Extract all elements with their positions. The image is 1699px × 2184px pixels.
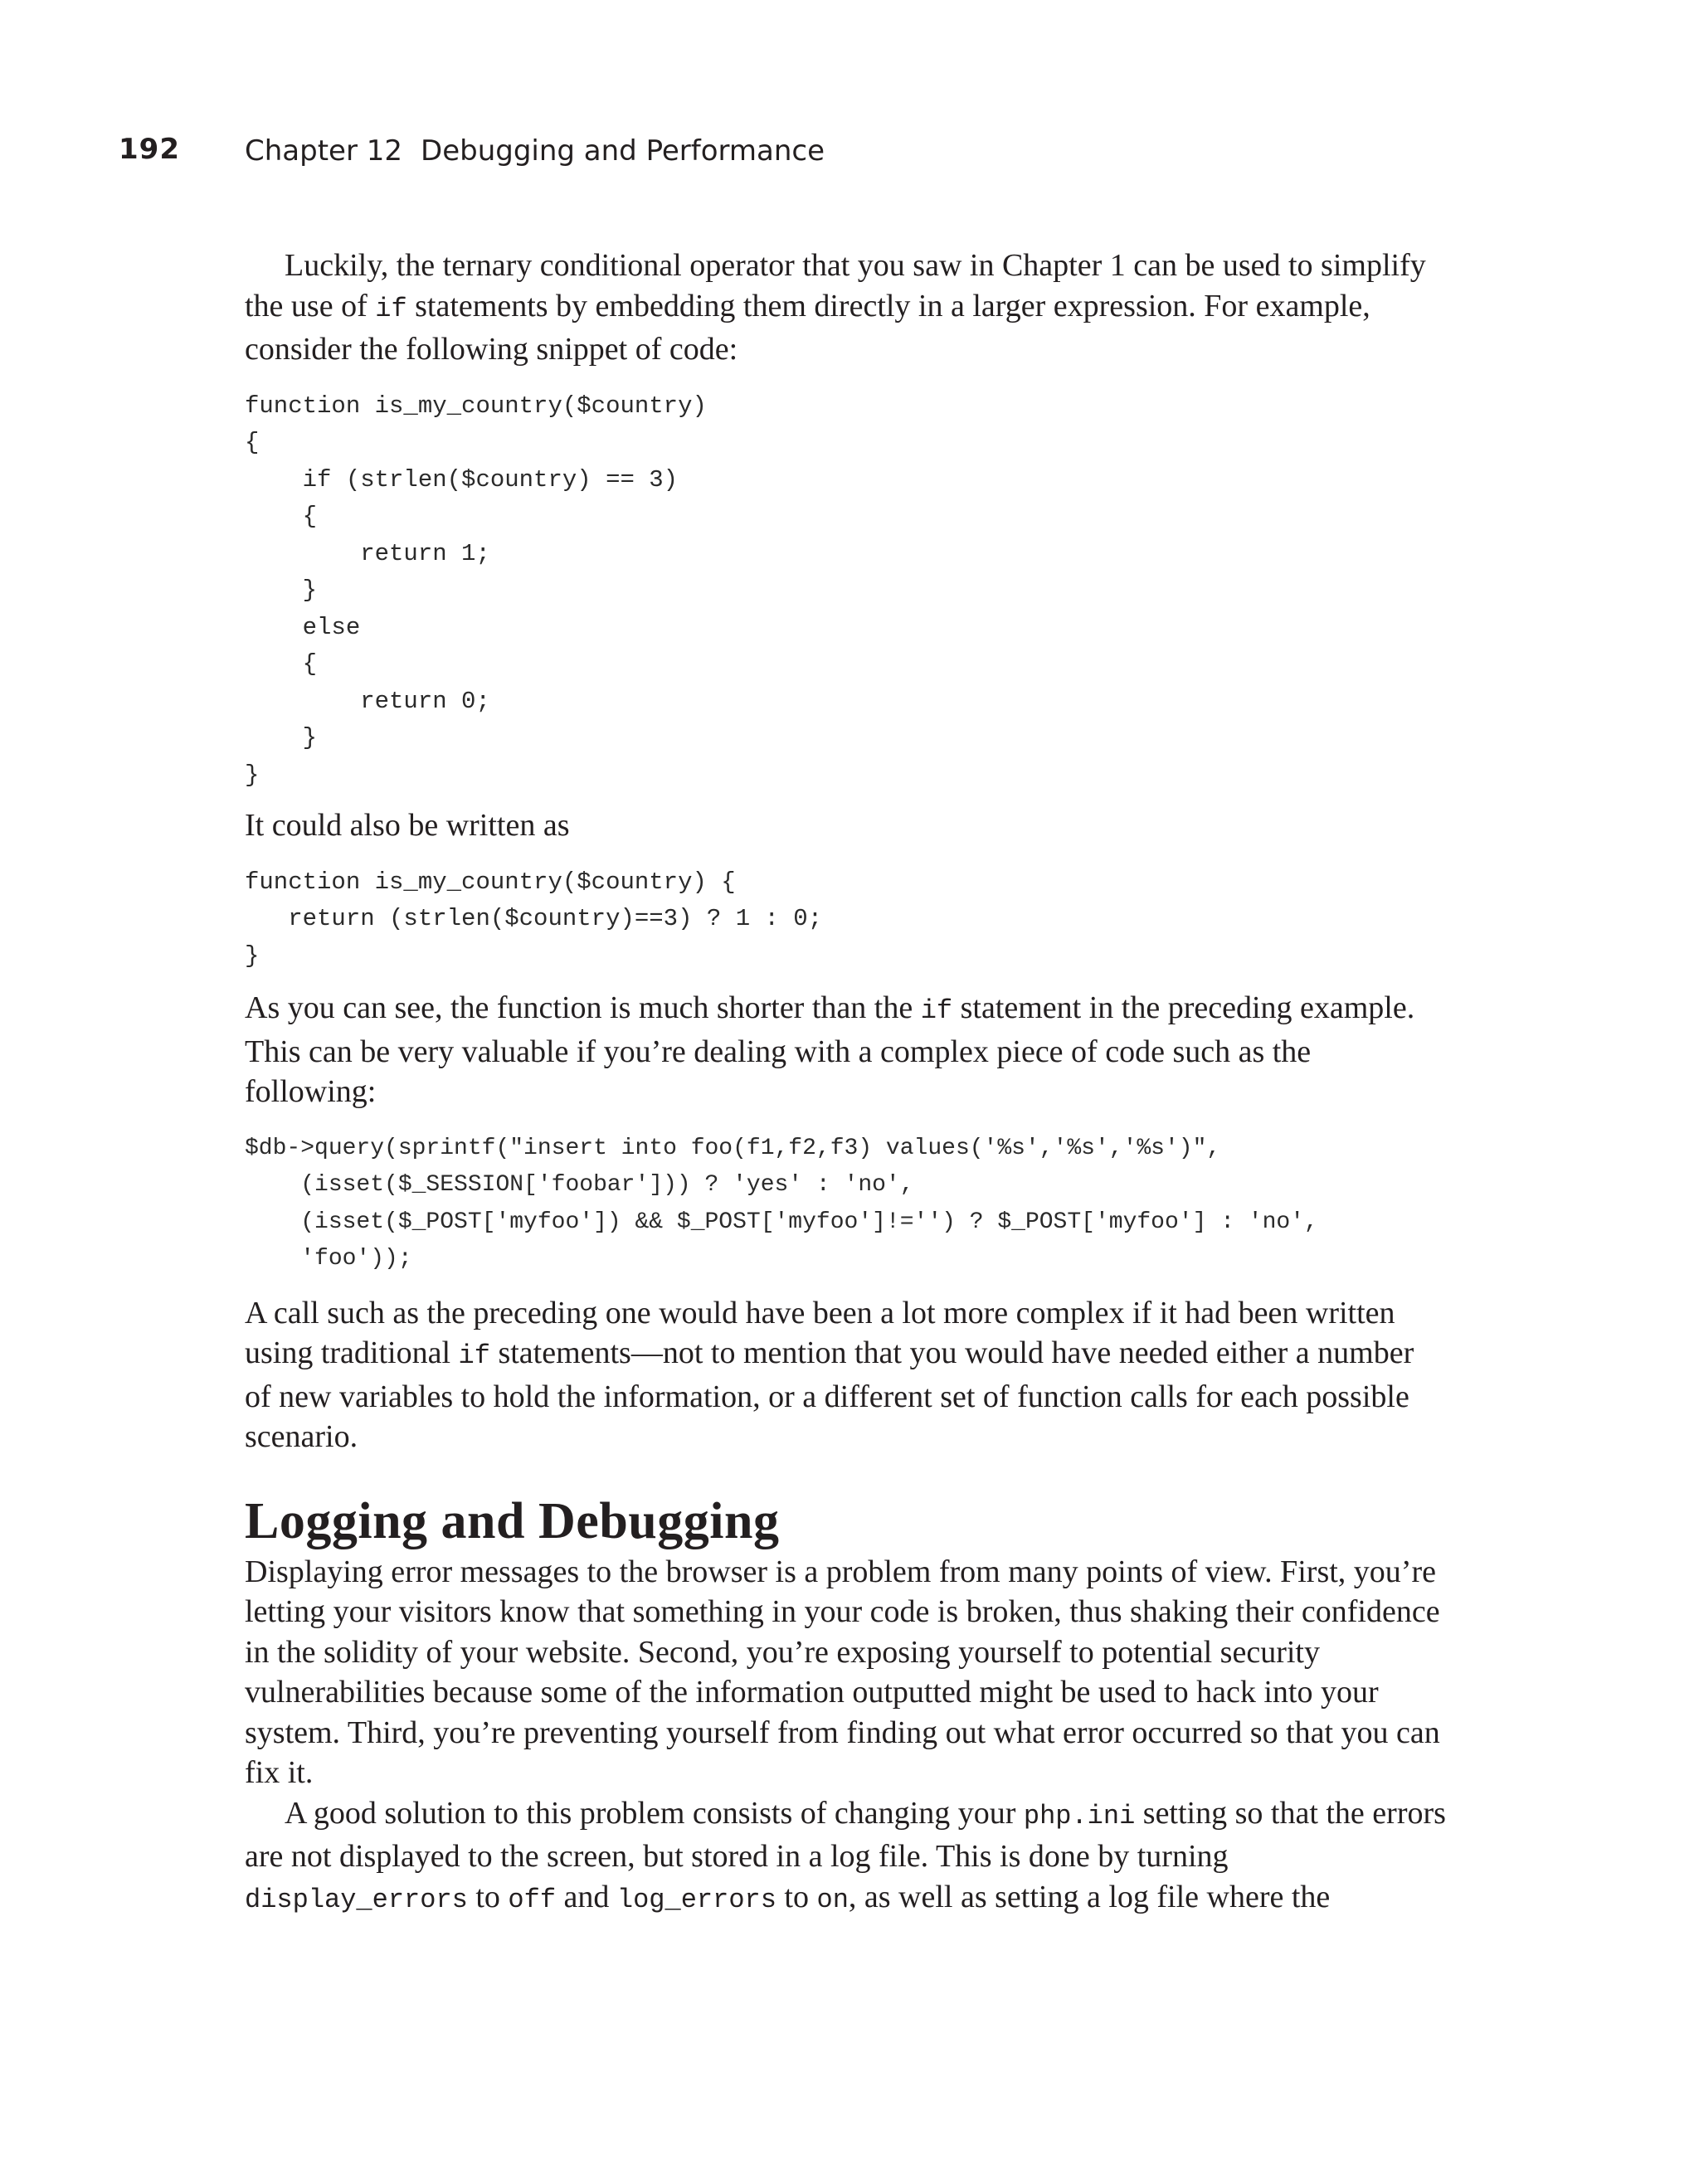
text-span: statements—not to mention that you would have needed either a number of new variables to hold the information, or a different set of function calls for each possible scenario. [245,1335,1414,1454]
chapter-title: Debugging and Performance [421,134,825,168]
inline-code: php.ini [1023,1800,1136,1831]
paragraph-php-ini [245,1793,1448,1921]
page-body [245,246,1448,1920]
paragraph-complex-call [245,1293,1448,1457]
text-span: Luckily, the ternary conditional operator that you saw in Chapter 1 can be used to simplify the use of [245,248,1426,323]
chapter-label: Chapter 12 [245,134,403,168]
text-span: setting so that the errors are not displayed to the screen, but stored in a log file. This is done by turning [245,1795,1446,1874]
code-block-db-query: $db->query(sprintf("insert into foo(f1,f2,f3) values('%s','%s','%s')", (isset($_SESSION['foobar'])) ? 'yes' : 'no', (isset($_POST['myfoo']) && $_POST['myfoo']!='') ? $_POST['myfoo'] : 'no', 'foo')); [245,1135,1318,1272]
paragraph-shorter-function [245,988,1448,1112]
code-block-if-statement: function is_my_country($country) { if (strlen($country) == 3) { return 1; } else { return 0; } } [245,392,707,789]
text-span: , as well as setting a log file where the [848,1879,1331,1914]
text-span: A call such as the preceding one would have been a lot more complex if it had been written using traditional [245,1295,1395,1370]
text-span: statement in the preceding example. This can be very valuable if you’re dealing with a complex piece of code such as the following: [245,990,1415,1109]
paragraph-ternary-intro [245,246,1448,370]
inline-code: if [375,293,407,324]
inline-code: if [920,995,953,1026]
inline-code: off [508,1884,557,1915]
page-number: 192 [119,133,180,166]
text-span: to [776,1879,817,1914]
inline-code: on [816,1884,849,1915]
running-head [245,134,825,168]
text-span: A good solution to this problem consists of changing your [285,1795,1024,1831]
text-span: As you can see, the function is much shorter than the [245,990,921,1025]
code-block-ternary: function is_my_country($country) { return (strlen($country)==3) ? 1 : 0; } [245,868,823,970]
running-header [0,133,1699,174]
inline-code: if [458,1340,490,1371]
section-heading: Logging and Debugging [245,1492,780,1549]
text-span: to [467,1879,509,1914]
inline-code: log_errors [616,1884,776,1915]
text-span: and [556,1879,617,1914]
paragraph-error-messages: Displaying error messages to the browser is a problem from many points of view. First, you’re letting your visitors know that something in your code is broken, thus shaking their confidence in the solidity of your website. Second, you’re exposing yourself to potential security vulnerabilities because some of the information outputted might be used to hack into your system. Third, you’re preventing yourself from finding out what error occurred so that you can fix it. [245,1554,1440,1790]
text-span: statements by embedding them directly in a larger expression. For example, consider the following snippet of code: [245,288,1370,367]
paragraph-also-written: It could also be written as [245,808,570,843]
inline-code: display_errors [245,1884,468,1915]
